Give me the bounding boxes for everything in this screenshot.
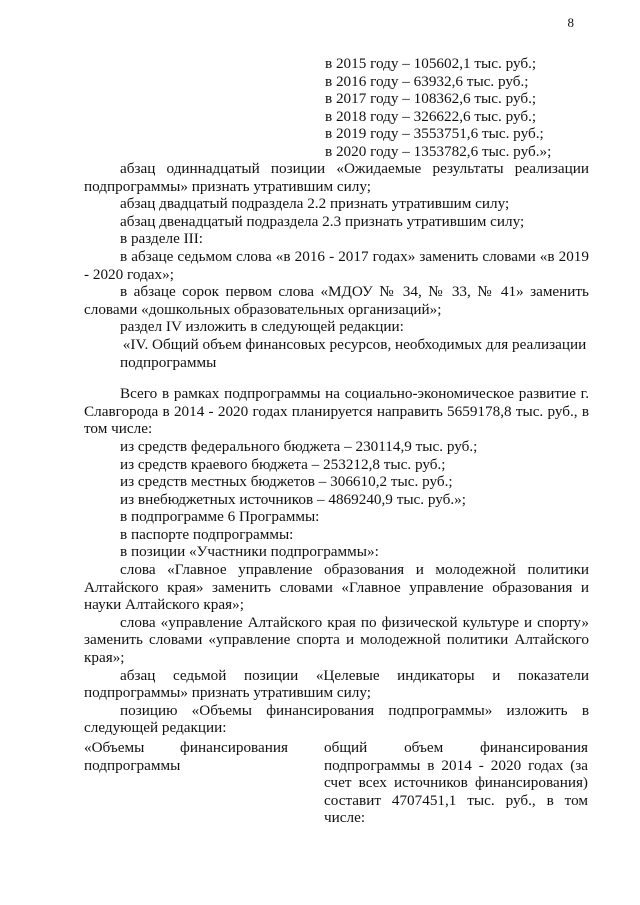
paragraph: слова «управление Алтайского края по физической культуре и спорту» заменить словами «управление спорта и молодежной политики Алтайского края»;: [84, 613, 589, 667]
paragraph: в разделе III:: [120, 230, 204, 248]
section-heading: «IV. Общий объем финансовых ресурсов, необходимых для реализации подпрограммы: [120, 335, 587, 371]
financing-label-line1: «Объемы финансирования: [84, 739, 288, 756]
paragraph: абзац одиннадцатый позиции «Ожидаемые результаты реализации подпрограммы» признать утратившим силу;: [84, 160, 589, 195]
paragraph: Всего в рамках подпрограммы на социально-экономическое развитие г. Славгорода в 2014 - 2020 годах планируется направить 5659178,8 тыс. руб., в том числе:: [84, 385, 589, 438]
paragraph: абзац седьмой позиции «Целевые индикаторы и показатели подпрограммы» признать утратившим силу;: [84, 666, 589, 702]
financing-label-line2: подпрограммы: [84, 756, 181, 774]
funding-source-federal: из средств федерального бюджета – 230114,9 тыс. руб.;: [120, 437, 478, 455]
year-amount-2020: в 2020 году – 1353782,6 тыс. руб.»;: [325, 142, 552, 160]
paragraph: в подпрограмме 6 Программы:: [120, 508, 320, 526]
funding-source-extrabudgetary: из внебюджетных источников – 4869240,9 тыс. руб.»;: [120, 490, 466, 508]
paragraph: в позиции «Участники подпрограммы»:: [120, 543, 379, 561]
paragraph: абзац двадцатый подраздела 2.2 признать утратившим силу;: [120, 195, 510, 213]
year-amount-2019: в 2019 году – 3553751,6 тыс. руб.;: [325, 125, 544, 143]
paragraph: позицию «Объемы финансирования подпрограммы» изложить в следующей редакции:: [84, 701, 589, 737]
paragraph: абзац двенадцатый подраздела 2.3 признать утратившим силу;: [120, 212, 525, 230]
paragraph: в паспорте подпрограммы:: [120, 525, 294, 543]
funding-source-local: из средств местных бюджетов – 306610,2 тыс. руб.;: [120, 473, 453, 491]
paragraph: в абзаце седьмом слова «в 2016 - 2017 годах» заменить словами «в 2019 - 2020 годах»;: [84, 247, 589, 283]
page-number: 8: [567, 15, 574, 30]
year-amount-2018: в 2018 году – 326622,6 тыс. руб.;: [325, 107, 537, 125]
paragraph: слова «Главное управление образования и молодежной политики Алтайского края» заменить словами «Главное управление образования и науки Алтайского края»;: [84, 561, 589, 614]
paragraph: раздел IV изложить в следующей редакции:: [120, 318, 404, 336]
year-amount-2015: в 2015 году – 105602,1 тыс. руб.;: [325, 55, 537, 72]
funding-source-regional: из средств краевого бюджета – 253212,8 тыс. руб.;: [120, 455, 446, 473]
year-amount-2016: в 2016 году – 63932,6 тыс. руб.;: [325, 72, 529, 90]
financing-table-value: общий объем финансирования подпрограммы в 2014 - 2020 годах (за счет всех источников финансирования) составит 4707451,1 тыс. руб., в том числе:: [324, 739, 588, 827]
year-amount-2017: в 2017 году – 108362,6 тыс. руб.;: [325, 90, 537, 108]
paragraph: в абзаце сорок первом слова «МДОУ № 34, № 33, № 41» заменить словами «дошкольных образовательных организаций»;: [84, 283, 589, 318]
financing-table-label: [84, 739, 288, 774]
year-amounts-list: [325, 55, 551, 161]
document-body: [84, 160, 589, 737]
